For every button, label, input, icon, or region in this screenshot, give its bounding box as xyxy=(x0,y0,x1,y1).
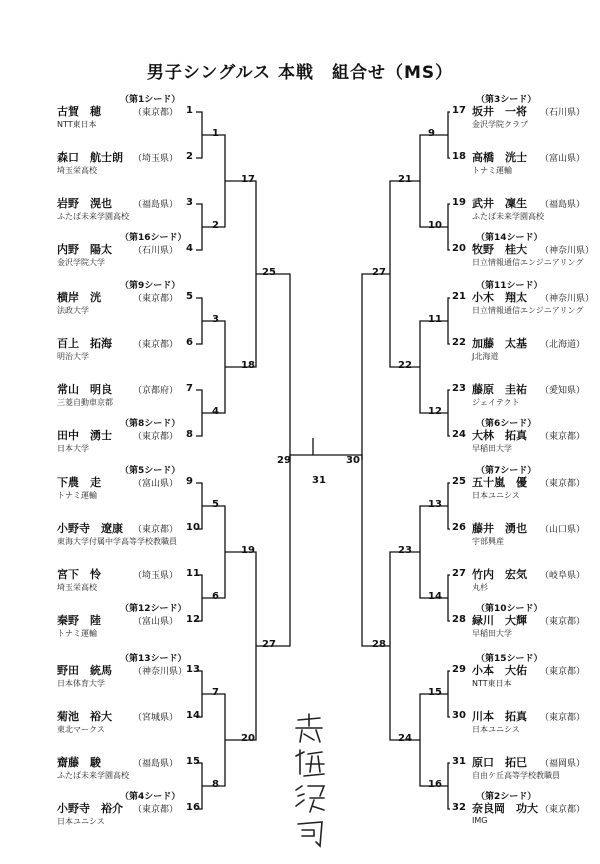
draw-slot-number: 16 xyxy=(186,802,200,813)
draw-slot-number: 10 xyxy=(186,522,200,533)
match-number: 22 xyxy=(398,360,412,371)
player-team: 明治大学 xyxy=(57,352,89,361)
draw-slot-number: 19 xyxy=(452,197,466,208)
match-number: 13 xyxy=(428,499,442,510)
seed-label: （第12シード） xyxy=(120,604,187,614)
player-prefecture: （愛知県） xyxy=(540,386,586,396)
bracket-line xyxy=(448,298,450,344)
player-prefecture: （東京都） xyxy=(133,340,179,350)
match-number: 23 xyxy=(398,545,412,556)
bracket-line xyxy=(448,204,450,250)
player-name: 横岸 洸 xyxy=(57,291,101,304)
player-prefecture: （北海道） xyxy=(540,340,586,350)
player-team: 東海大学付属中学高等学校教職員 xyxy=(57,537,177,546)
player-team: 早稲田大学 xyxy=(472,629,512,638)
player-team: 三菱自動車京都 xyxy=(57,398,113,407)
match-number: 30 xyxy=(346,455,360,466)
seed-label: （第2シード） xyxy=(476,792,537,802)
player-name: 坂井 一将 xyxy=(472,105,527,118)
player-team: 金沢学院大学 xyxy=(57,258,105,267)
player-prefecture: （山口県） xyxy=(540,525,586,535)
player-prefecture: （埼玉県） xyxy=(133,571,179,581)
player-name: 小本 大佑 xyxy=(472,664,527,677)
player-prefecture: （京都府） xyxy=(133,386,179,396)
draw-slot-number: 25 xyxy=(452,476,466,487)
player-name: 竹内 宏気 xyxy=(472,568,527,581)
player-prefecture: （東京都） xyxy=(540,479,586,489)
match-number: 5 xyxy=(212,499,219,510)
player-team: 金沢学院クラブ xyxy=(472,120,528,129)
match-number: 2 xyxy=(212,220,219,231)
player-team: ふたば未来学園高校 xyxy=(472,212,544,221)
player-name: 菊池 裕大 xyxy=(57,710,112,723)
player-team: NTT東日本 xyxy=(57,120,97,129)
bracket-line xyxy=(420,506,448,598)
bracket-line xyxy=(202,321,225,413)
player-prefecture: （福島県） xyxy=(540,200,586,210)
player-name: 田中 湧士 xyxy=(57,429,112,442)
draw-slot-number: 8 xyxy=(186,429,193,440)
player-team: ふたば未来学園高校 xyxy=(57,771,129,780)
match-number: 27 xyxy=(262,639,276,650)
draw-slot-number: 5 xyxy=(186,291,193,302)
match-number: 6 xyxy=(212,591,219,602)
draw-slot-number: 11 xyxy=(186,568,200,579)
player-prefecture: （埼玉県） xyxy=(133,154,179,164)
player-name: 小野寺 裕介 xyxy=(57,802,123,815)
seed-label: （第6シード） xyxy=(476,419,537,429)
seed-label: （第4シード） xyxy=(120,792,181,802)
draw-slot-number: 15 xyxy=(186,756,200,767)
match-number: 25 xyxy=(262,267,276,278)
player-prefecture: （福島県） xyxy=(133,200,179,210)
draw-slot-number: 30 xyxy=(452,710,466,721)
player-name: 五十嵐 優 xyxy=(472,476,527,489)
player-name: 齋藤 駿 xyxy=(57,756,101,769)
player-team: 日本ユニシス xyxy=(57,817,105,826)
match-number: 27 xyxy=(372,267,386,278)
draw-slot-number: 22 xyxy=(452,337,466,348)
match-number: 14 xyxy=(428,591,442,602)
bracket-line xyxy=(225,181,256,367)
seed-label: （第1シード） xyxy=(120,95,181,105)
bracket-line xyxy=(448,763,450,809)
player-prefecture: （宮城県） xyxy=(133,713,179,723)
player-team: 法政大学 xyxy=(57,306,89,315)
player-name: 内野 陽太 xyxy=(57,243,112,256)
seed-label: （第3シード） xyxy=(476,95,537,105)
match-number: 12 xyxy=(428,406,442,417)
player-prefecture: （神奈川県） xyxy=(133,667,188,677)
handwritten-signature xyxy=(290,712,330,852)
player-prefecture: （東京都） xyxy=(133,108,179,118)
draw-slot-number: 21 xyxy=(452,291,466,302)
draw-slot-number: 13 xyxy=(186,664,200,675)
draw-slot-number: 32 xyxy=(452,802,466,813)
match-number: 28 xyxy=(372,639,386,650)
player-prefecture: （東京都） xyxy=(540,713,586,723)
player-team: 日本大学 xyxy=(57,444,89,453)
match-number: 20 xyxy=(241,733,255,744)
bracket-line xyxy=(448,671,450,717)
player-prefecture: （東京都） xyxy=(133,432,179,442)
player-name: 加藤 太基 xyxy=(472,337,527,350)
seed-label: （第9シード） xyxy=(120,281,181,291)
seed-label: （第5シード） xyxy=(120,466,181,476)
player-name: 百上 拓海 xyxy=(57,337,112,350)
draw-slot-number: 29 xyxy=(452,664,466,675)
seed-label: （第8シード） xyxy=(120,419,181,429)
player-team: トナミ運輸 xyxy=(57,491,97,500)
seed-label: （第15シード） xyxy=(476,654,543,664)
match-number: 17 xyxy=(241,174,255,185)
player-prefecture: （神奈川県） xyxy=(540,246,595,256)
bracket-line xyxy=(196,112,202,158)
player-name: 藤原 圭祐 xyxy=(472,383,527,396)
seed-label: （第16シード） xyxy=(120,233,187,243)
bracket-line xyxy=(196,204,202,250)
seed-label: （第7シード） xyxy=(476,466,537,476)
bracket-line xyxy=(202,135,225,227)
player-name: 秦野 陸 xyxy=(57,614,101,627)
player-prefecture: （石川県） xyxy=(540,108,586,118)
seed-label: （第13シード） xyxy=(120,654,187,664)
bracket-line xyxy=(420,694,448,786)
draw-slot-number: 27 xyxy=(452,568,466,579)
match-number: 16 xyxy=(428,779,442,790)
player-team: 早稲田大学 xyxy=(472,444,512,453)
player-team: ジェイテクト xyxy=(472,398,520,407)
match-number: 4 xyxy=(212,406,219,417)
player-team: 丸杉 xyxy=(472,583,488,592)
player-name: 宮下 怜 xyxy=(57,568,101,581)
player-name: 緑川 大輝 xyxy=(472,614,527,627)
player-team: IMG xyxy=(472,816,488,825)
player-prefecture: （福岡県） xyxy=(540,759,586,769)
player-team: 日本ユニシス xyxy=(472,491,520,500)
player-team: トナミ運輸 xyxy=(472,166,512,175)
match-number: 10 xyxy=(428,220,442,231)
draw-slot-number: 12 xyxy=(186,614,200,625)
bracket-line xyxy=(202,506,225,598)
player-prefecture: （岐阜県） xyxy=(540,571,586,581)
player-name: 大林 拓真 xyxy=(472,429,527,442)
player-team: 東北マークス xyxy=(57,725,105,734)
draw-slot-number: 14 xyxy=(186,710,200,721)
player-prefecture: （神奈川県） xyxy=(540,294,595,304)
bracket-line xyxy=(448,112,450,158)
player-name: 川本 拓真 xyxy=(472,710,527,723)
bracket-line xyxy=(448,390,450,436)
player-prefecture: （富山県） xyxy=(133,617,179,627)
player-team: ふたば未来学園高校 xyxy=(57,212,129,221)
player-team: 宇部興産 xyxy=(472,537,504,546)
player-name: 岩野 滉也 xyxy=(57,197,112,210)
player-name: 小木 翔太 xyxy=(472,291,527,304)
match-number: 31 xyxy=(312,475,326,486)
bracket-line xyxy=(202,694,225,786)
player-prefecture: （富山県） xyxy=(133,479,179,489)
player-prefecture: （東京都） xyxy=(133,294,179,304)
player-team: 日立情報通信エンジニアリング xyxy=(472,258,584,267)
player-team: NTT東日本 xyxy=(472,679,512,688)
player-team: 自由ケ丘高等学校教職員 xyxy=(472,771,560,780)
bracket-line xyxy=(196,298,202,344)
bracket-line xyxy=(362,274,390,646)
bracket-line xyxy=(420,135,448,227)
page-title: 男子シングルス 本戦 組合せ（MS） xyxy=(146,63,454,83)
player-name: 下農 走 xyxy=(57,476,101,489)
player-name: 小野寺 遼康 xyxy=(57,522,123,535)
player-prefecture: （石川県） xyxy=(133,246,179,256)
match-number: 8 xyxy=(212,779,219,790)
match-number: 1 xyxy=(212,128,219,139)
draw-slot-number: 4 xyxy=(186,243,193,254)
match-number: 9 xyxy=(428,128,435,139)
draw-slot-number: 17 xyxy=(452,105,466,116)
player-name: 牧野 桂大 xyxy=(472,243,527,256)
match-number: 15 xyxy=(428,687,442,698)
match-number: 24 xyxy=(398,733,412,744)
player-team: 埼玉栄高校 xyxy=(57,166,97,175)
match-number: 7 xyxy=(212,687,219,698)
draw-slot-number: 1 xyxy=(186,105,193,116)
player-name: 武井 凜生 xyxy=(472,197,527,210)
match-number: 3 xyxy=(212,314,219,325)
bracket-line xyxy=(390,552,420,740)
bracket-line xyxy=(390,181,420,367)
player-name: 奈良岡 功大 xyxy=(472,802,538,815)
match-number: 11 xyxy=(428,314,442,325)
player-name: 古賀 穂 xyxy=(57,105,101,118)
player-name: 野田 統馬 xyxy=(57,664,112,677)
player-team: 日本体育大学 xyxy=(57,679,105,688)
player-prefecture: （東京都） xyxy=(133,525,179,535)
draw-slot-number: 28 xyxy=(452,614,466,625)
player-name: 原口 拓巳 xyxy=(472,756,527,769)
player-prefecture: （東京都） xyxy=(133,805,179,815)
draw-slot-number: 20 xyxy=(452,243,466,254)
player-prefecture: （福島県） xyxy=(133,759,179,769)
draw-slot-number: 23 xyxy=(452,383,466,394)
bracket-line xyxy=(225,552,256,740)
player-prefecture: （東京都） xyxy=(540,805,586,815)
seed-label: （第14シード） xyxy=(476,233,543,243)
player-prefecture: （東京都） xyxy=(540,667,586,677)
bracket-line xyxy=(448,575,450,621)
player-name: 藤井 湧也 xyxy=(472,522,527,535)
match-number: 18 xyxy=(241,360,255,371)
player-name: 高橋 洸士 xyxy=(472,151,527,164)
bracket-line xyxy=(196,390,202,436)
player-team: トナミ運輸 xyxy=(57,629,97,638)
draw-slot-number: 18 xyxy=(452,151,466,162)
draw-slot-number: 6 xyxy=(186,337,193,348)
draw-slot-number: 3 xyxy=(186,197,193,208)
match-number: 29 xyxy=(277,455,291,466)
match-number: 21 xyxy=(398,174,412,185)
seed-label: （第11シード） xyxy=(476,281,543,291)
draw-slot-number: 26 xyxy=(452,522,466,533)
player-name: 森口 航士朗 xyxy=(57,151,123,164)
bracket-line xyxy=(448,483,450,529)
player-prefecture: （東京都） xyxy=(540,432,586,442)
draw-slot-number: 7 xyxy=(186,383,193,394)
player-prefecture: （富山県） xyxy=(540,154,586,164)
seed-label: （第10シード） xyxy=(476,604,543,614)
player-team: 埼玉栄高校 xyxy=(57,583,97,592)
player-team: J北海道 xyxy=(472,352,499,361)
draw-slot-number: 31 xyxy=(452,756,466,767)
draw-slot-number: 2 xyxy=(186,151,193,162)
draw-slot-number: 24 xyxy=(452,429,466,440)
match-number: 19 xyxy=(241,545,255,556)
player-team: 日立情報通信エンジニアリング xyxy=(472,306,584,315)
player-name: 常山 明良 xyxy=(57,383,112,396)
player-team: 日本ユニシス xyxy=(472,725,520,734)
draw-slot-number: 9 xyxy=(186,476,193,487)
player-prefecture: （東京都） xyxy=(540,617,586,627)
bracket-line xyxy=(420,321,448,413)
